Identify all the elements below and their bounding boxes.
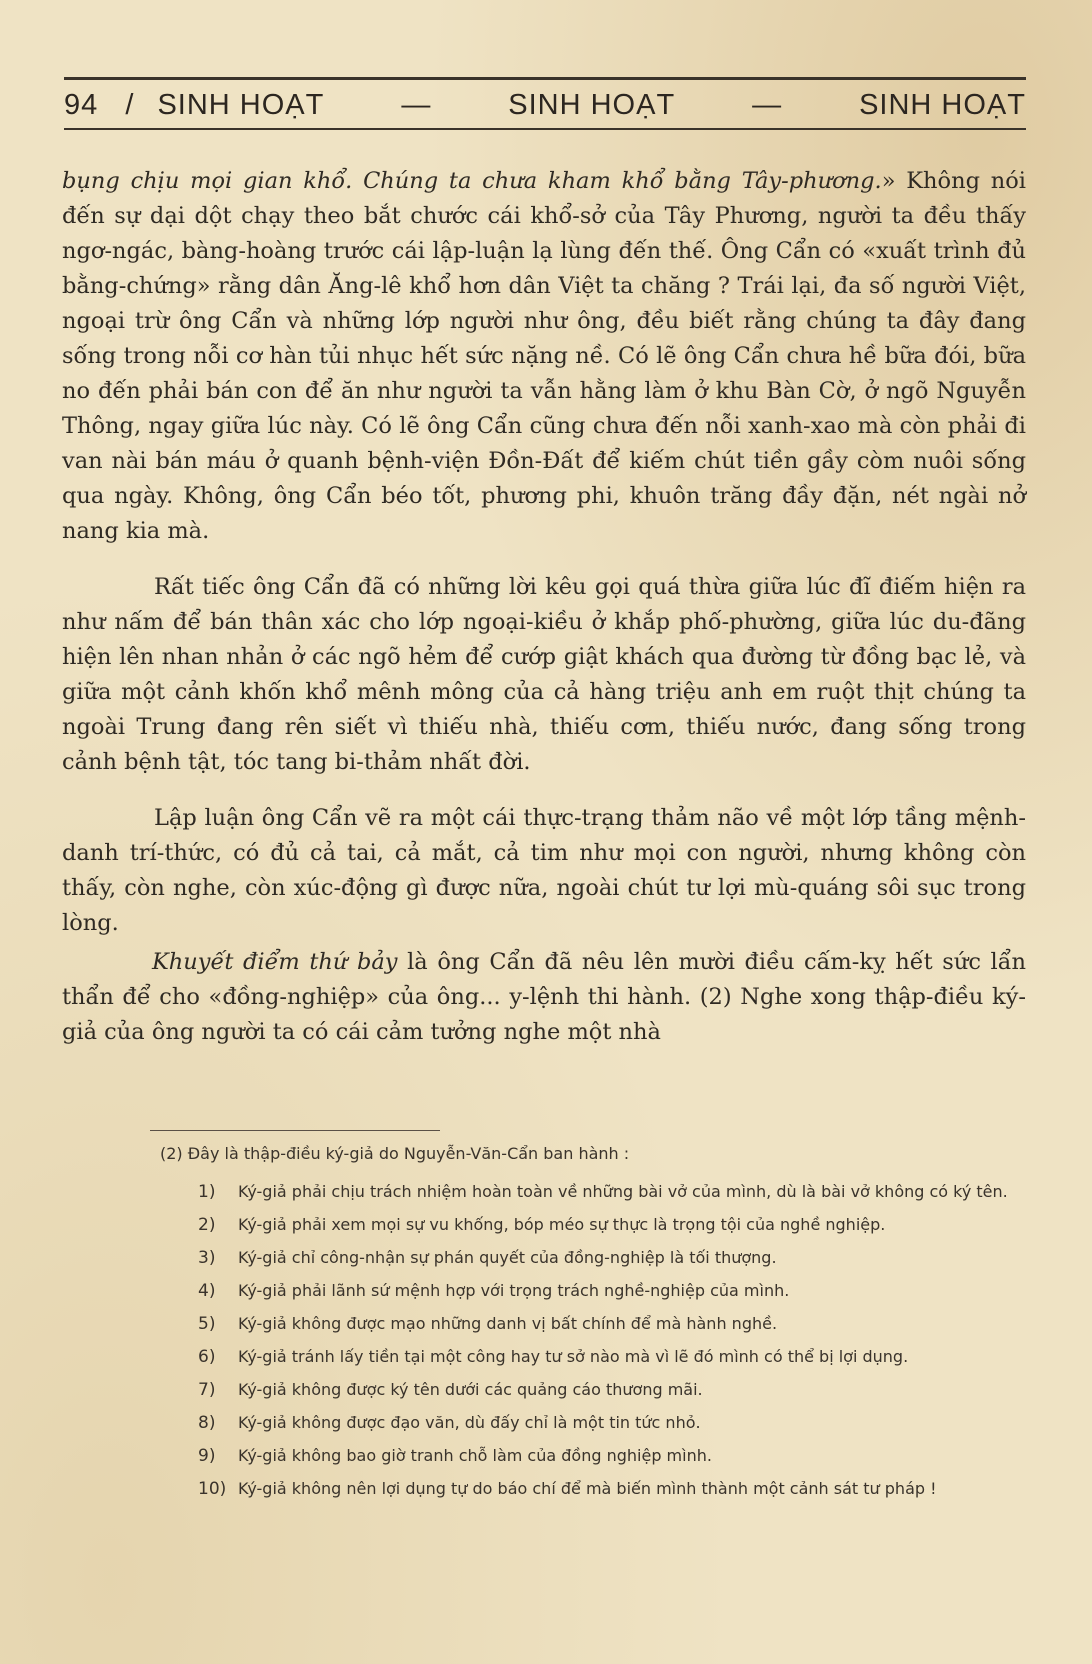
header-dash-1: — [401,88,432,121]
footnote-text: Ký-giả không được đạo văn, dù đấy chỉ là một tin tức nhỏ. [238,1413,701,1432]
footnote-text: Ký-giả phải chịu trách nhiệm hoàn toàn về những bài vở của mình, dù là bài vở không có ký tên. [238,1182,1008,1201]
footnote-text: Ký-giả không được ký tên dưới các quảng cáo thương mãi. [238,1380,703,1399]
footnote-item [160,1442,1026,1470]
header-left [64,89,324,122]
footnote-number: 6) [198,1347,216,1367]
paragraph-1-italic: bụng chịu mọi gian khổ. Chúng ta chưa kham khổ bằng Tây-phương. [62,168,882,194]
footnote-number: 2) [198,1215,216,1235]
header-rule-top [64,77,1026,80]
header-title-3: SINH HOẠT [859,88,1026,121]
footnote-item [160,1310,1026,1338]
header-dash-2: — [752,88,783,121]
paragraph-1 [62,164,1026,549]
footnote-text: Ký-giả không được mạo những danh vị bất chính để mà hành nghề. [238,1314,778,1333]
footnote-item [160,1343,1026,1371]
footnote-number: 9) [198,1446,216,1466]
paragraph-1-rest: » Không nói đến sự dại dột chạy theo bắt chước cái khổ-sở của Tây Phương, người ta đều thấy ngơ-ngác, bàng-hoàng trước cái lập-luận lạ lùng đến thế. Ông Cẩn có «xuất trình đủ bằng-chứng» rằng dân Ăng-lê khổ hơn dân Việt ta chăng ? Trái lại, đa số người Việt, ngoại trừ ông Cẩn và những lớp người như ông, đều biết rằng chúng ta đây đang sống trong nỗi cơ hàn tủi nhục hết sức nặng nề. Có lẽ ông Cẩn chưa hề bữa đói, bữa no đến phải bán con để ăn như người ta vẫn hằng làm ở khu Bàn Cờ, ở ngõ Nguyễn Thông, ngay giữa lúc này. Có lẽ ông Cẩn cũng chưa đến nỗi xanh-xao mà còn phải đi van nài bán máu ở quanh bệnh-viện Đồn-Đất để kiếm chút tiền gầy còm nuôi sống qua ngày. Không, ông Cẩn béo tốt, phương phi, khuôn trăng đầy đặn, nét ngài nở nang kia mà. [62,168,1026,544]
paragraph-2: Rất tiếc ông Cẩn đã có những lời kêu gọi quá thừa giữa lúc đĩ điếm hiện ra như nấm để bán thân xác cho lớp ngoại-kiều ở khắp phố-phường, giữa lúc du-đãng hiện lên nhan nhản ở các ngõ hẻm để cướp giật khách qua đường từ đồng bạc lẻ, và giữa một cảnh khốn khổ mênh mông của cả hàng triệu anh em ruột thịt chúng ta ngoài Trung đang rên siết vì thiếu nhà, thiếu cơm, thiếu nước, đang sống trong cảnh bệnh tật, tóc tang bi-thảm nhất đời. [62,574,1026,775]
footnote-item [160,1409,1026,1437]
header-rule-bottom [64,128,1026,130]
footnote-number: 8) [198,1413,216,1433]
footnote-text: Ký-giả không nên lợi dụng tự do báo chí để mà biến mình thành một cảnh sát tư pháp ! [238,1479,937,1498]
footnote-list [160,1178,1026,1503]
footnote-item [160,1211,1026,1239]
footnote-item [160,1277,1026,1305]
footnote-number: 4) [198,1281,216,1301]
paragraph-3: Lập luận ông Cẩn vẽ ra một cái thực-trạng thảm não về một lớp tầng mệnh-danh trí-thức, có đủ cả tai, cả mắt, cả tim như mọi con người, nhưng không còn thấy, còn nghe, còn xúc-động gì được nữa, ngoài chút tư lợi mù-quáng sôi sục trong lòng. [62,805,1026,936]
footnote-number: 1) [198,1182,216,1202]
paragraph-4 [62,945,1026,1050]
header-slash: / [125,88,135,121]
header-title-2: SINH HOẠT [508,88,676,121]
footnote-text: Ký-giả không bao giờ tranh chỗ làm của đồng nghiệp mình. [238,1446,712,1465]
footnote-number: 3) [198,1248,216,1268]
footnote-text: Ký-giả phải xem mọi sự vu khống, bóp méo sự thực là trọng tội của nghề nghiệp. [238,1215,886,1234]
running-header [64,86,1026,124]
footnote-item [160,1178,1026,1206]
main-text [62,164,1026,1050]
footnote-number: 10) [198,1479,227,1499]
footnote-item [160,1376,1026,1404]
paragraph-4-rest: là ông Cẩn đã nêu lên mười điều cấm-kỵ hết sức lẩn thẩn để cho «đồng-nghiệp» của ông... y-lệnh thi hành. (2) Nghe xong thập-điều ký-giả của ông người ta có cái cảm tưởng nghe một nhà [62,949,1026,1045]
header-title-1: SINH HOẠT [157,88,325,121]
footnote-item [160,1475,1026,1503]
footnote-text: Ký-giả phải lãnh sứ mệnh hợp với trọng trách nghề-nghiệp của mình. [238,1281,790,1300]
footnote-item [160,1244,1026,1272]
footnote-rule [150,1130,440,1131]
footnote-text: Ký-giả tránh lấy tiền tại một công hay tư sở nào mà vì lẽ đó mình có thể bị lợi dụng. [238,1347,909,1366]
footnote-number: 7) [198,1380,216,1400]
page-number: 94 [64,88,99,121]
paragraph-4-italic: Khuyết điểm thứ bảy [152,949,398,975]
footnote-number: 5) [198,1314,216,1334]
footnotes [160,1140,1026,1508]
footnote-text: Ký-giả chỉ công-nhận sự phán quyết của đồng-nghiệp là tối thượng. [238,1248,777,1267]
footnote-intro: (2) Đây là thập-điều ký-giả do Nguyễn-Văn-Cẩn ban hành : [160,1144,630,1163]
